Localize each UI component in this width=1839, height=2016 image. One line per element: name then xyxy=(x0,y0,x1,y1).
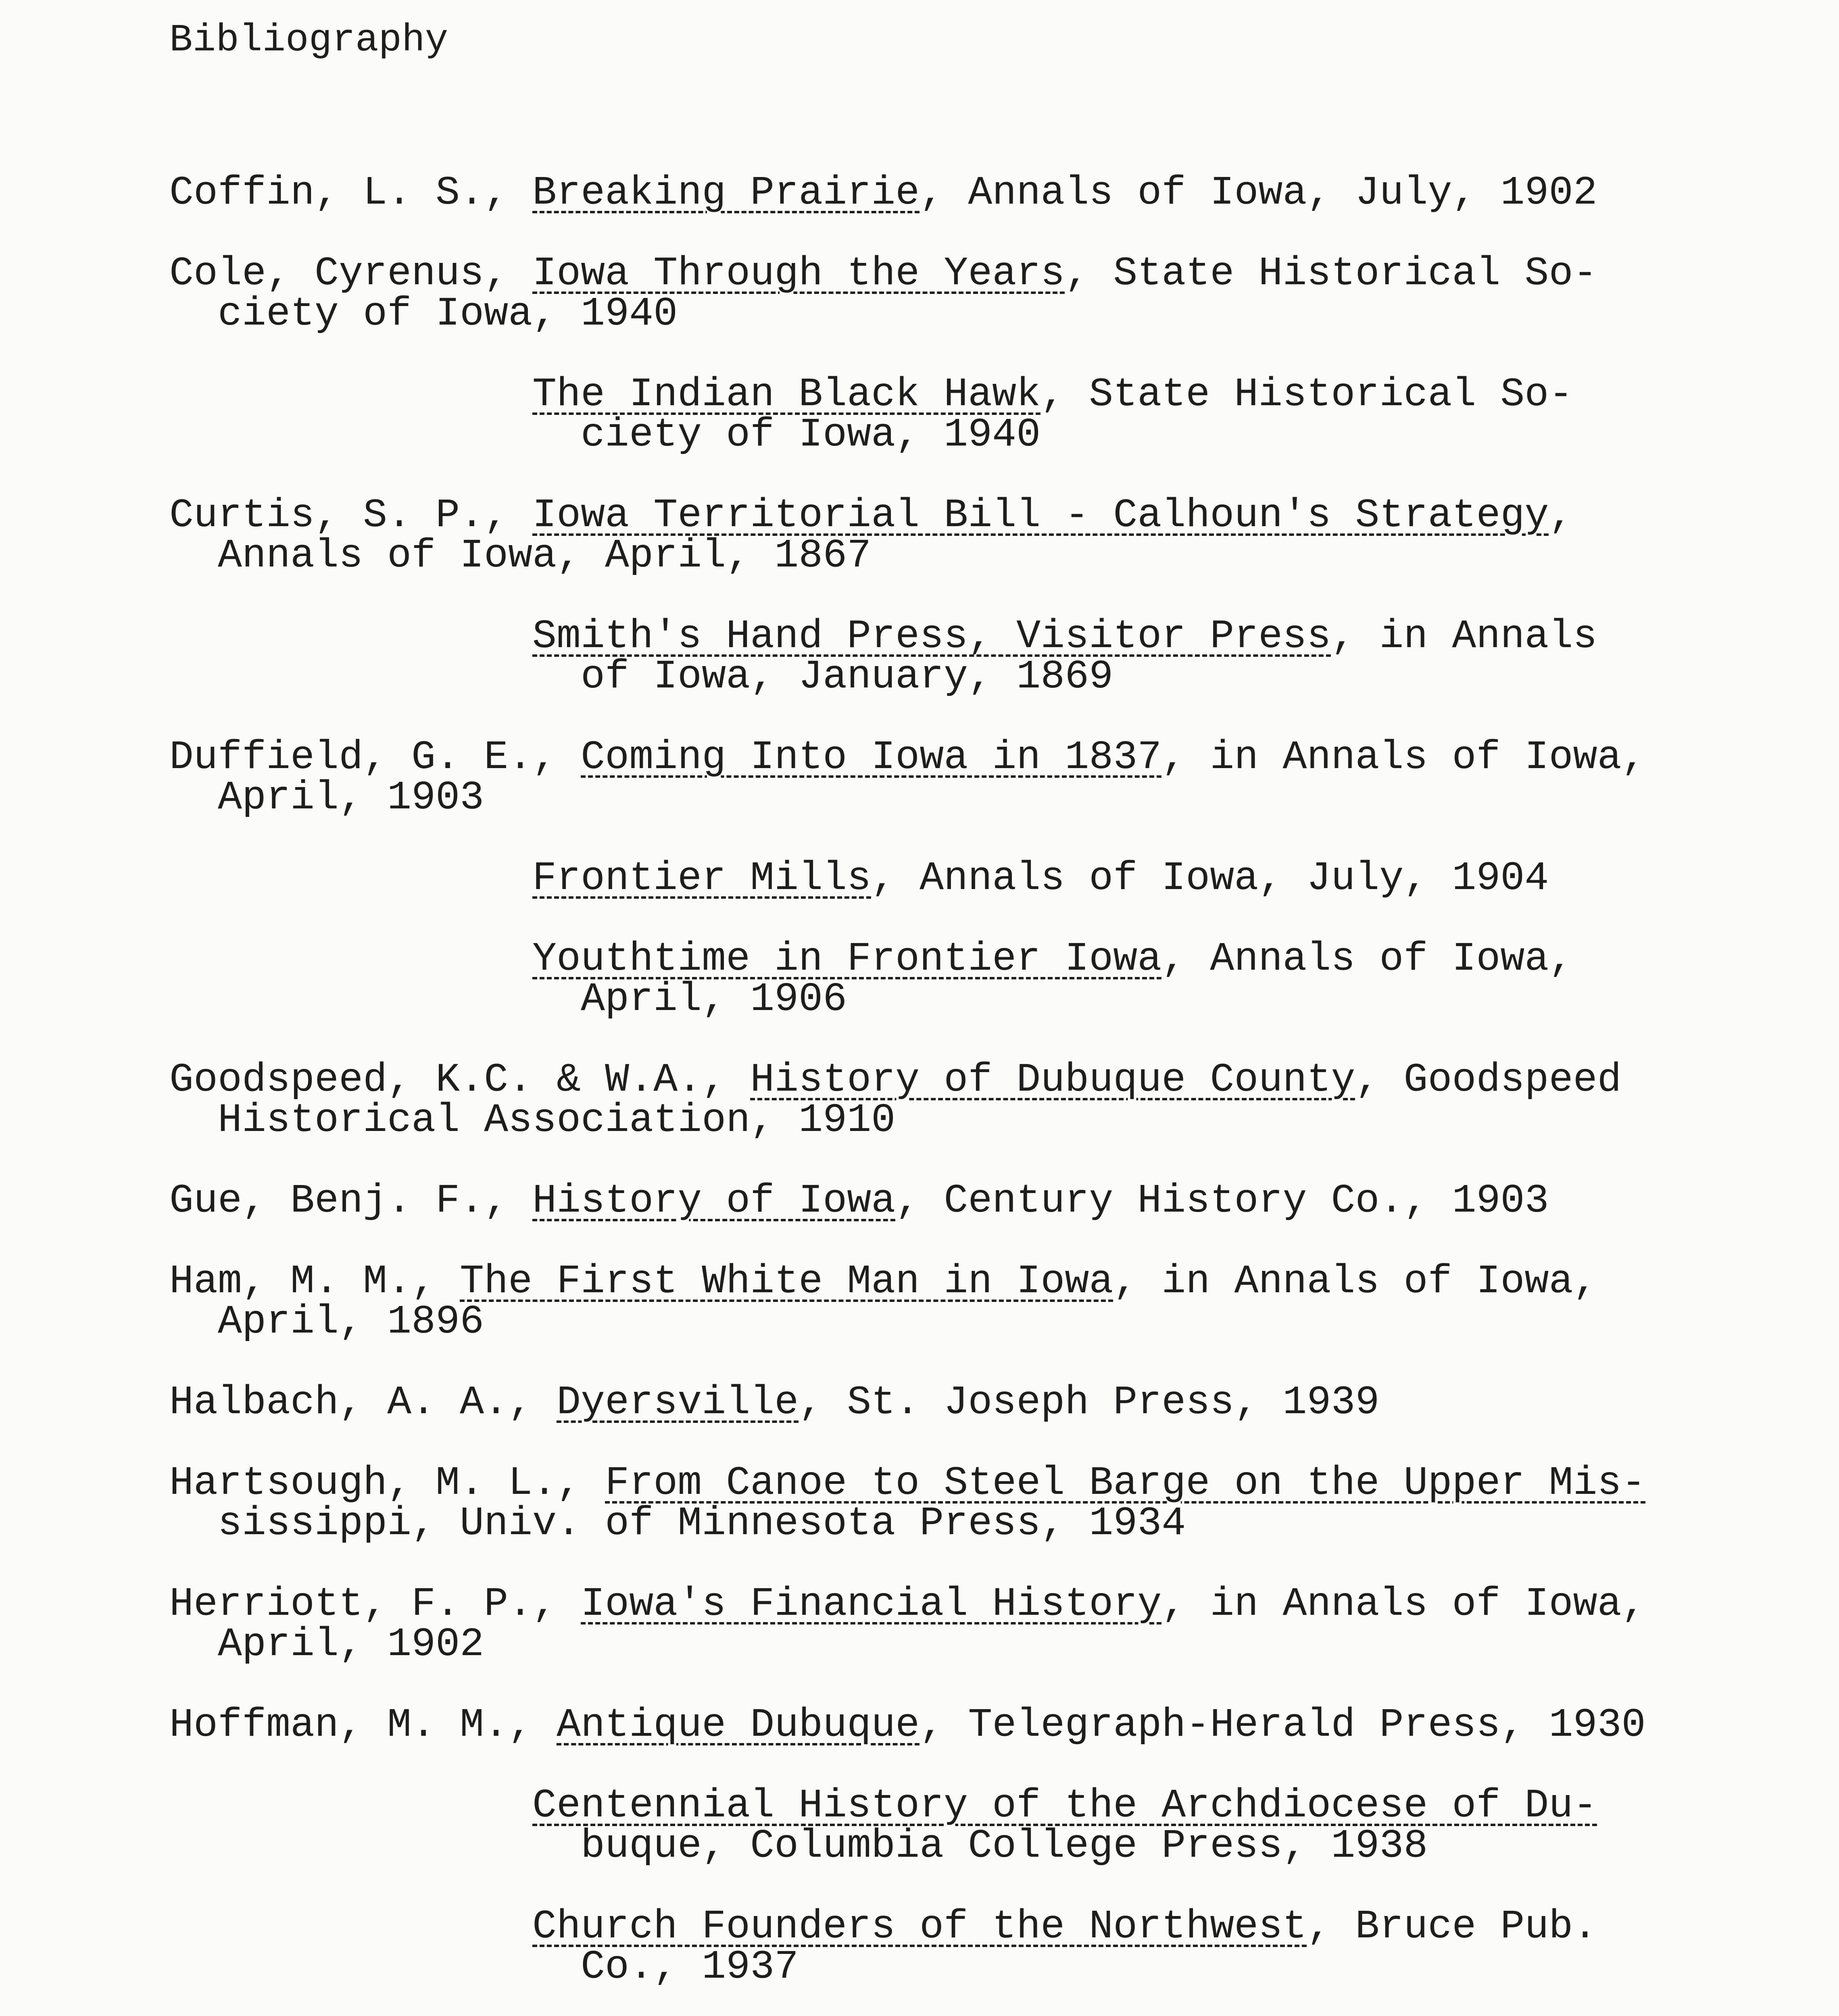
bibliography-entry xyxy=(532,614,1742,700)
entry-publication: , in Annals of Iowa, xyxy=(1161,1582,1646,1627)
entry-title: Antique Dubuque xyxy=(557,1703,920,1748)
entry-continuation: buque, Columbia College Press, 1938 xyxy=(532,1824,1428,1869)
bibliography-entry xyxy=(532,1783,1742,1869)
entry-author: Hartsough, M. L., xyxy=(169,1461,605,1506)
entry-publication: , in Annals of Iowa, xyxy=(1161,735,1646,781)
entry-continuation: Annals of Iowa, April, 1867 xyxy=(169,533,872,579)
entry-title: Centennial History of the Archdiocese of Du- xyxy=(532,1783,1597,1829)
entry-first-line xyxy=(169,173,1742,214)
entry-author: Coffin, L. S., xyxy=(169,171,533,216)
entry-title: History of Dubuque County xyxy=(750,1058,1355,1103)
bibliography-entry xyxy=(169,251,1742,337)
entry-author: Duffield, G. E., xyxy=(169,735,581,781)
entry-title: Iowa Territorial Bill - Calhoun's Strategy xyxy=(532,493,1549,539)
bibliography-entry xyxy=(169,1181,1742,1222)
entry-first-line xyxy=(532,1783,1742,1829)
entry-author: Curtis, S. P., xyxy=(169,493,533,539)
entry-continuation: of Iowa, January, 1869 xyxy=(532,654,1113,700)
entry-title: Breaking Prairie xyxy=(532,171,920,216)
entry-first-line xyxy=(169,251,1742,297)
entry-first-line xyxy=(169,1461,1742,1506)
entry-first-line xyxy=(169,493,1742,539)
entry-title: The First White Man in Iowa xyxy=(460,1259,1113,1305)
entry-publication: , State Historical So- xyxy=(1065,251,1597,297)
entry-title: Frontier Mills xyxy=(532,856,872,902)
entry-title: Coming Into Iowa in 1837 xyxy=(581,735,1162,781)
entry-author: Herriott, F. P., xyxy=(169,1582,581,1627)
entry-author: Halbach, A. A., xyxy=(169,1380,557,1426)
entry-title: Iowa Through the Years xyxy=(532,251,1065,297)
entry-author: Gue, Benj. F., xyxy=(169,1179,533,1224)
entry-first-line xyxy=(169,1380,1742,1426)
bibliography-entry xyxy=(532,372,1742,458)
bibliography-entry xyxy=(169,493,1742,579)
entry-author: Cole, Cyrenus, xyxy=(169,251,533,297)
entry-first-line xyxy=(532,939,1742,980)
entry-first-line xyxy=(532,372,1742,418)
entry-title: History of Iowa xyxy=(532,1179,896,1224)
entry-continuation: April, 1896 xyxy=(169,1300,484,1345)
entry-title: From Canoe to Steel Barge on the Upper Mis- xyxy=(605,1461,1646,1506)
entry-publication: , State Historical So- xyxy=(1040,372,1573,418)
entry-first-line xyxy=(532,1904,1742,1950)
entry-author: Goodspeed, K.C. & W.A., xyxy=(169,1058,751,1103)
entry-publication: , Annals of Iowa, July, 1902 xyxy=(920,171,1597,216)
entry-title: The Indian Black Hawk xyxy=(532,372,1041,418)
bibliography-entry xyxy=(169,1461,1742,1547)
page-heading: Bibliography xyxy=(169,18,448,62)
entry-publication: , in Annals of Iowa, xyxy=(1113,1259,1597,1305)
entry-continuation: April, 1902 xyxy=(169,1622,484,1668)
bibliography-entry xyxy=(532,1904,1742,1990)
entry-continuation: April, 1906 xyxy=(532,977,847,1023)
entry-publication: , Century History Co., 1903 xyxy=(895,1179,1549,1224)
entry-publication: , Bruce Pub. xyxy=(1307,1904,1597,1950)
entry-publication: , Annals of Iowa, xyxy=(1161,937,1573,982)
entry-title: Iowa's Financial History xyxy=(581,1582,1162,1627)
entry-first-line xyxy=(169,1259,1742,1305)
bibliography-entry xyxy=(169,1582,1742,1668)
bibliography-entry xyxy=(532,856,1742,902)
entry-continuation: sissippi, Univ. of Minnesota Press, 1934 xyxy=(169,1501,1186,1547)
entry-publication: , Telegraph-Herald Press, 1930 xyxy=(920,1703,1646,1748)
entry-continuation: Historical Association, 1910 xyxy=(169,1098,896,1143)
entry-publication: , xyxy=(1549,493,1573,539)
entry-title: Church Founders of the Northwest xyxy=(532,1904,1307,1950)
entry-author: Hoffman, M. M., xyxy=(169,1703,557,1748)
entry-author: Ham, M. M., xyxy=(169,1259,460,1305)
entry-first-line xyxy=(169,1582,1742,1627)
entry-publication: , Goodspeed xyxy=(1355,1058,1622,1103)
bibliography-entry xyxy=(169,1703,1742,1748)
bibliography-entry xyxy=(169,1060,1742,1141)
entry-first-line xyxy=(169,735,1742,781)
bibliography-list xyxy=(169,173,1742,2016)
entry-first-line xyxy=(532,614,1742,660)
entry-continuation: ciety of Iowa, 1940 xyxy=(169,292,678,337)
bibliography-entry xyxy=(532,937,1742,1023)
entry-title: Smith's Hand Press, Visitor Press xyxy=(532,614,1331,660)
entry-first-line xyxy=(169,1060,1742,1101)
entry-title: Youthtime in Frontier Iowa xyxy=(532,937,1162,982)
entry-first-line xyxy=(169,1181,1742,1222)
entry-continuation: April, 1903 xyxy=(169,775,484,821)
entry-first-line xyxy=(532,856,1742,902)
bibliography-entry xyxy=(169,735,1742,821)
entry-publication: , St. Joseph Press, 1939 xyxy=(799,1380,1380,1426)
entry-title: Dyersville xyxy=(557,1380,799,1426)
bibliography-entry xyxy=(169,173,1742,214)
entry-continuation: Co., 1937 xyxy=(532,1945,799,1990)
entry-continuation: ciety of Iowa, 1940 xyxy=(532,412,1041,458)
entry-publication: , Annals of Iowa, July, 1904 xyxy=(871,856,1549,902)
bibliography-entry xyxy=(169,1380,1742,1426)
bibliography-entry xyxy=(169,1259,1742,1345)
entry-publication: , in Annals xyxy=(1331,614,1597,660)
entry-first-line xyxy=(169,1703,1742,1748)
